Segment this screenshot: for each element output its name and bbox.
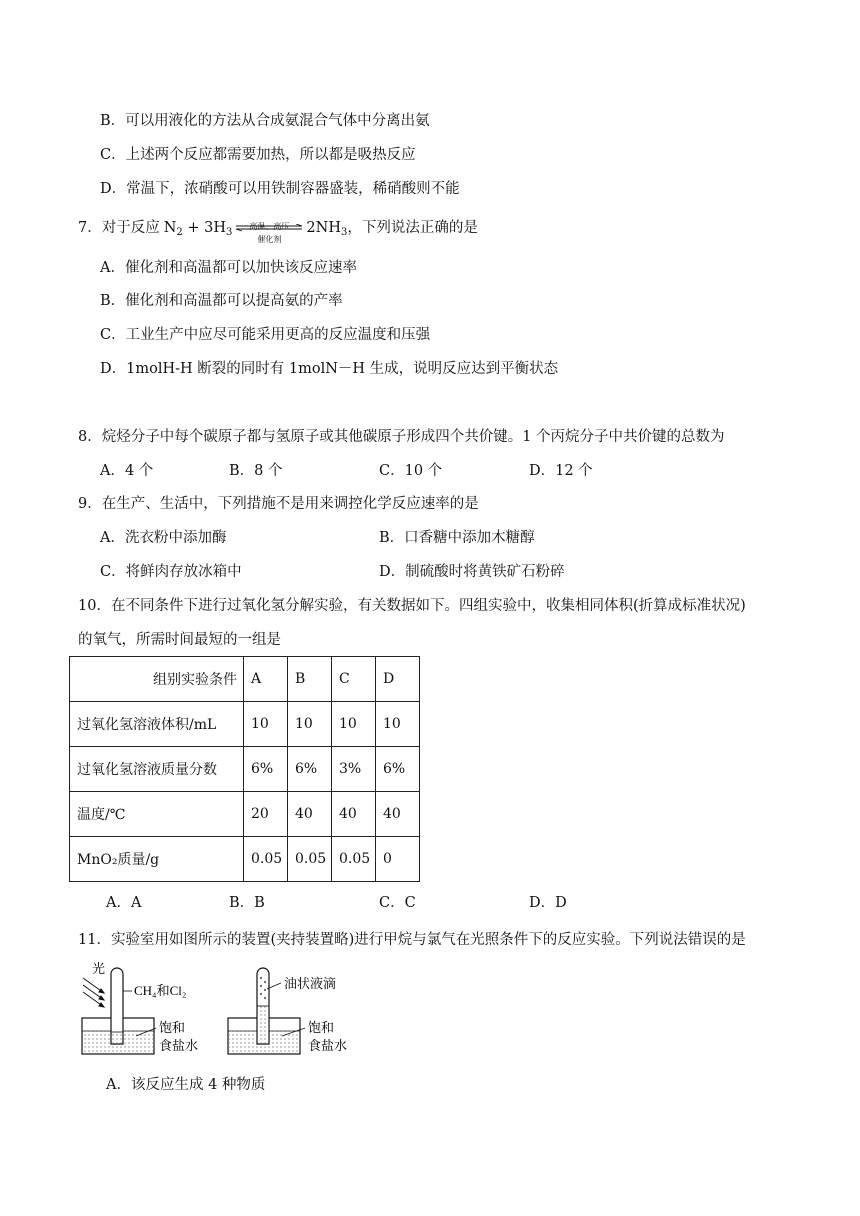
q8-option-c: C．10 个 [379, 463, 443, 479]
q7-stem: 7．对于反应 $N_2 + 3H_3$ 高温、高压 催化剂 $2NH_3$，下列说法正确的是 [78, 220, 478, 244]
experiment-apparatus-figure [76, 958, 366, 1060]
table-cell: 40 [332, 792, 376, 837]
light-label: 光 [92, 961, 106, 976]
table-cell: 3% [332, 747, 376, 792]
q6-option-c: C．上述两个反应都需要加热，所以都是吸热反应 [100, 147, 416, 163]
table-cell: 40 [288, 792, 332, 837]
q10-stem-line2: 的氧气，所需时间最短的一组是 [78, 632, 281, 648]
q9-option-a: A．洗衣粉中添加酶 [100, 530, 227, 546]
table-cell: 10 [376, 702, 420, 747]
table-cell: 0.05 [288, 837, 332, 882]
q10-option-b: B．B [229, 895, 265, 911]
q8-option-d: D．12 个 [529, 463, 593, 479]
q6-option-d: D．常温下，浓硝酸可以用铁制容器盛装，稀硝酸则不能 [100, 181, 460, 197]
table-cell: 10 [288, 702, 332, 747]
q11-stem: 11．实验室用如图所示的装置(夹持装置略)进行甲烷与氯气在光照条件下的反应实验。下列说法错误的是 [78, 932, 746, 948]
brine-label-2: 食盐水 [308, 1038, 348, 1053]
q11-option-a: A．该反应生成 4 种物质 [106, 1077, 266, 1093]
table-row-label: 过氧化氢溶液体积/mL [70, 702, 244, 747]
table-header-cell: D [376, 657, 420, 702]
q10-option-c: C．C [379, 895, 416, 911]
table-cell: 0.05 [332, 837, 376, 882]
table-cell: 20 [244, 792, 288, 837]
table-row [70, 702, 420, 747]
table-header-cell: A [244, 657, 288, 702]
q7-option-a: A．催化剂和高温都可以加快该反应速率 [100, 260, 357, 276]
table-cell: 10 [332, 702, 376, 747]
q9-option-b: B．口香糖中添加木糖醇 [379, 530, 535, 546]
table-row [70, 792, 420, 837]
reversible-arrow: 高温、高压 催化剂 [234, 218, 304, 238]
light-rays-icon [83, 978, 104, 1007]
table-cell: 40 [376, 792, 420, 837]
table-row [70, 837, 420, 882]
table-row-label: MnO₂质量/g [70, 837, 244, 882]
table-cell: 10 [244, 702, 288, 747]
table-row [70, 747, 420, 792]
q7-option-d: D．1molH-H 断裂的同时有 1molN－H 生成，说明反应达到平衡状态 [100, 361, 559, 377]
oil-label: 油状液滴 [284, 976, 337, 991]
q10-option-a: A．A [106, 895, 142, 911]
table-cell: 6% [244, 747, 288, 792]
table-cell: 0.05 [244, 837, 288, 882]
brine-label-2: 食盐水 [159, 1038, 199, 1053]
left-apparatus [82, 961, 198, 1054]
table-header-cell: 组别实验条件 [70, 657, 244, 702]
experiment-table [69, 656, 420, 882]
table-row-label: 温度/℃ [70, 792, 244, 837]
gas-label: CH₄和Cl₂ [134, 983, 187, 998]
table-header-cell: C [332, 657, 376, 702]
q10-stem-line1: 10．在不同条件下进行过氧化氢分解实验，有关数据如下。四组实验中，收集相同体积(折算成标准状况) [78, 598, 746, 614]
q10-option-d: D．D [529, 895, 567, 911]
brine-label-1: 饱和 [308, 1020, 335, 1035]
q6-option-b: B．可以用液化的方法从合成氨混合气体中分离出氨 [100, 113, 430, 129]
table-header-row [70, 657, 420, 702]
table-header-cell: B [288, 657, 332, 702]
table-row-label: 过氧化氢溶液质量分数 [70, 747, 244, 792]
q8-stem: 8．烷烃分子中每个碳原子都与氢原子或其他碳原子形成四个共价键。1 个丙烷分子中共价键的总数为 [78, 429, 725, 445]
q9-option-d: D．制硫酸时将黄铁矿石粉碎 [379, 564, 565, 580]
q7-option-b: B．催化剂和高温都可以提高氨的产率 [100, 293, 343, 309]
q7-option-c: C．工业生产中应尽可能采用更高的反应温度和压强 [100, 327, 431, 343]
q8-option-a: A．4 个 [100, 463, 154, 479]
brine-label-1: 饱和 [159, 1020, 186, 1035]
q8-option-b: B．8 个 [229, 463, 283, 479]
table-cell: 6% [376, 747, 420, 792]
table-cell: 0 [376, 837, 420, 882]
q9-option-c: C．将鲜肉存放冰箱中 [100, 564, 242, 580]
right-apparatus [228, 968, 347, 1054]
table-cell: 6% [288, 747, 332, 792]
q9-stem: 9．在生产、生活中，下列措施不是用来调控化学反应速率的是 [78, 496, 479, 512]
